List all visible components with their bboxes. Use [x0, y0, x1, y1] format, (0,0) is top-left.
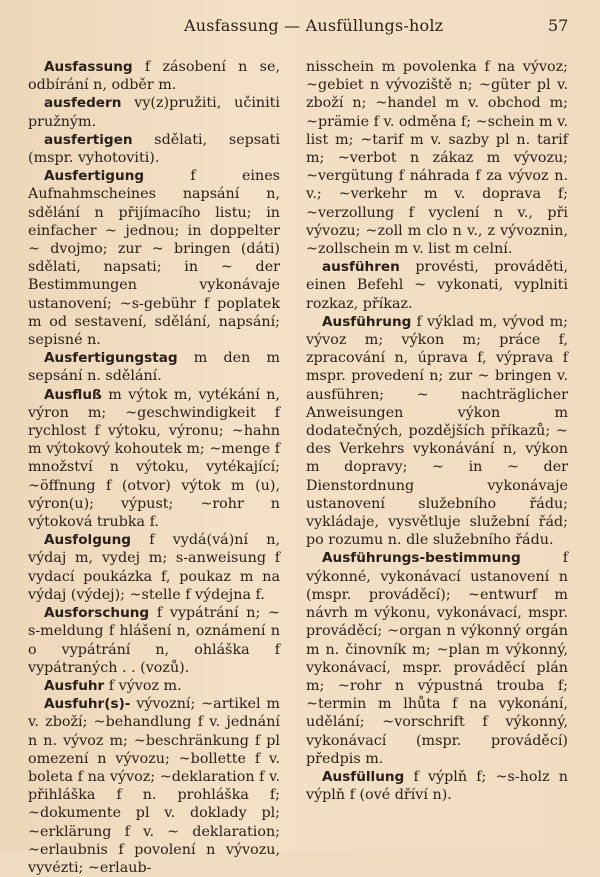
headword: Ausfuhr: [44, 677, 105, 694]
entry-text: sdělati, sepsati (mspr. vyhotoviti).: [28, 131, 280, 167]
dictionary-entry: [306, 768, 568, 804]
entry-text: f zásobení n se, odbírání n, odběr m.: [28, 59, 280, 94]
headword: Ausführung: [322, 313, 412, 330]
right-column: [306, 58, 568, 804]
entry-text: f výkonné, vykonávací ustanovení n (mspr. prováděcí); ~entwurf m návrh m výkonu, vykonávací, mspr. prováděcí; ~organ n výkonný orgán m n. činovník m; ~plan m výkonný, vykonávací, mspr. prováděcí plán m; ~rohr n výpustná trouba f; ~termin m lhůta f na vykonání, udělání; ~vorschrift f výkonný, vykonávací (mspr. prováděcí) předpis m.: [306, 550, 568, 767]
entry-text: f vydá(vá)ní n, výdaj m, vydej m; s-anweisung f vydací poukázka f, poukaz m na výdaj (výdej); ~stelle f výdejna f.: [28, 532, 280, 603]
left-column: [28, 58, 280, 877]
entry-text: f eines Aufnahmscheines napsání n, sdělání n přijímacího listu; in einfacher ~ jednou; in doppelter ~ dvojmo; zur ~ bringen (dáti) sdělati, napsati; in ~ der Bestimmungen vykonávaje ustanovení; ~s-gebühr f poplatek m od sestavení, sdělání, napsání; sepisné n.: [28, 168, 280, 349]
dictionary-entry: [28, 94, 280, 130]
dictionary-entry: [28, 349, 280, 385]
dictionary-entry: [306, 58, 568, 258]
page-number: 57: [548, 16, 569, 35]
headword: Ausfuhr(s)-: [44, 696, 131, 713]
entry-text: f výplň f; ~s-holz n výplň f (ové dříví n).: [306, 768, 568, 804]
headword: Ausforschung: [44, 605, 150, 622]
dictionary-entry: [28, 58, 280, 94]
headword: Ausfassung: [44, 59, 133, 75]
headword: ausfedern: [44, 95, 122, 112]
headword: ausfertigen: [44, 131, 133, 148]
entry-text: f vypátrání n; ~ s-meldung f hlášení n, oznámení n o vypátrání n, ohláška f vypátraných . . (vozů).: [28, 605, 280, 676]
entry-text: provésti, prováděti, einen Befehl ~ vykonati, vyplniti rozkaz, příkaz.: [306, 259, 568, 312]
page-header: [0, 12, 600, 40]
dictionary-entry: [28, 167, 280, 349]
headword: Ausfolgung: [44, 532, 132, 549]
headword: Ausführungs-bestimmung: [322, 550, 521, 567]
dictionary-entry: [28, 531, 280, 604]
dictionary-entry: [28, 677, 280, 695]
entry-text: vývozní; ~artikel m v. zboží; ~behandlung f v. jednání n n. vývoz m; ~beschränkung f pl omezení n vývozu; ~bollette f v. boleta f na vývoz; ~deklaration f v. přihláška f n. prohláška f; ~dokumente pl v. doklady pl; ~erklärung f v. ~ deklaration; ~erlaubnis f povolení n vývozu, vyvézti; ~erlaub-: [28, 696, 280, 876]
dictionary-entry: [306, 258, 568, 313]
dictionary-entry: [28, 386, 280, 532]
headword: Ausfüllung: [322, 768, 405, 785]
entry-text: m výtok m, vytékání n, výron m; ~geschwindigkeit f rychlost f výtoku, výronu; ~hahn m výtokový kohoutek m; ~menge f množství n výtoku, vytékající; ~öffnung f (otvor) výtok m (u), výron(u); výpust; ~rohr n výtoková trubka f.: [28, 386, 280, 531]
dictionary-entry: [28, 131, 280, 167]
entry-text: f vývoz m.: [104, 677, 182, 694]
entry-text: f výklad m, vývod m; vývoz m; výkon m; práce f, zpracování n, úprava f, výprava f mspr. provedení n; zur ~ bringen v. ausführen; ~ nachträglicher Anweisungen výkon m dodatečných, pozdějších příkazů; ~ des Verkehrs vykonávání n, výkon m dopravy; ~ in ~ der Dienstordnung vykonávaje ustanovení služebního řádu; vykládaje, vysvětluje služební řád; po rozumu n. dle služebního řádu.: [306, 313, 568, 549]
dictionary-entry: [306, 313, 568, 550]
headword: Ausfertigung: [44, 168, 145, 185]
headword: Ausfertigungstag: [44, 350, 178, 367]
headword: ausführen: [322, 259, 400, 276]
dictionary-entry: [306, 549, 568, 767]
entry-text: vy(z)pružiti, učiniti pružným.: [28, 95, 280, 130]
running-head: Ausfassung — Ausfüllungs-holz: [184, 16, 444, 35]
dictionary-entry: [28, 604, 280, 677]
headword: Ausfluß: [44, 386, 102, 403]
entry-text: m den m sepsání n. sdělání.: [28, 350, 280, 385]
entry-text: nisschein m povolenka f na vývoz; ~gebiet n vývoziště n; ~güter pl v. zboží n; ~handel m v. obchod m; ~prämie f v. odměna f; ~schein m v. list m; ~tarif m v. sazby pl n. tarif m; ~verbot n zákaz m vývozu; ~vergütung f náhrada f za vývoz n. v.; ~verkehr m v. doprava f; ~verzollung f vyclení n v., při vývozu; ~zoll m clo n v., z vývoznin, ~zollschein m v. list m celní.: [306, 59, 568, 258]
